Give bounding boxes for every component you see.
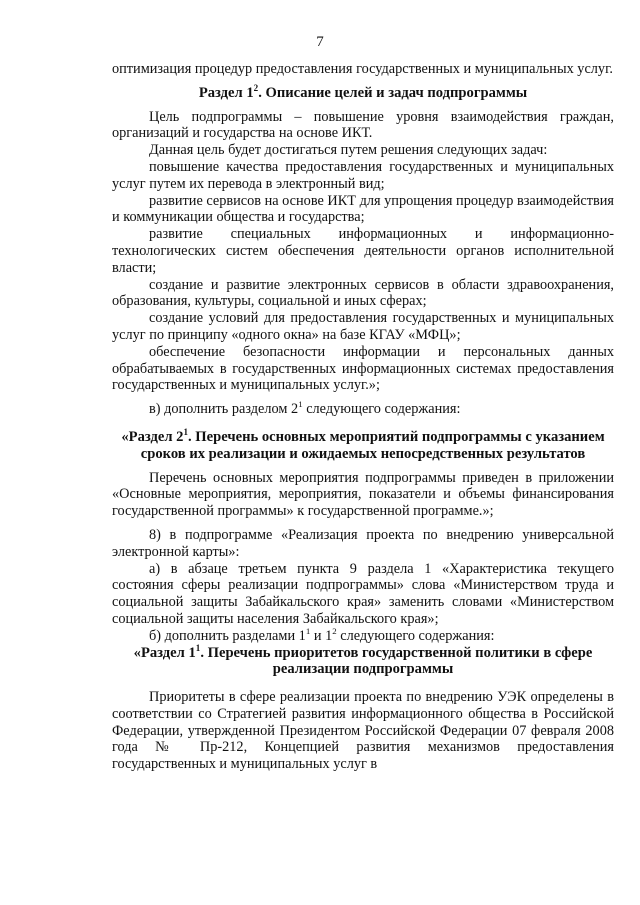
paragraph: Цель подпрограммы – повышение уровня взаимодействия граждан, организаций и государства на основе ИКТ. [112, 108, 614, 142]
paragraph: повышение качества предоставления государственных и муниципальных услуг путем их перевода в электронный вид; [112, 158, 614, 192]
section-heading: «Раздел $2^1$. Перечень основных мероприятий подпрограммы с указанием сроков их реализации и ожидаемых непосредственных результатов [121, 427, 605, 462]
paragraph: Данная цель будет достигаться путем решения следующих задач: [149, 142, 548, 159]
page-number: 7 [316, 34, 324, 50]
paragraph: а) в абзаце третьем пункта 9 раздела 1 «Характеристика текущего состояния сферы реализации подпрограммы» слова «Министерством труда и социальной защиты Забайкальского края» заменить словами «Министерством социальной защиты населения Забайкальского края»; [112, 560, 614, 627]
paragraph: оптимизация процедур предоставления государственных и муниципальных услуг. [112, 61, 613, 77]
paragraph: создание и развитие электронных сервисов в области здравоохранения, образования, культуры, социальной и иных сферах; [112, 276, 614, 310]
paragraph: развитие специальных информационных и информационно-технологических систем обеспечения деятельности органов исполнительной власти; [112, 226, 614, 276]
document-body [112, 61, 614, 773]
paragraph: Перечень основных мероприятия подпрограммы приведен в приложении «Основные мероприятия, мероприятия, показатели и объемы финансирования государственной программы» к государственной программе.»; [112, 469, 614, 520]
paragraph: развитие сервисов на основе ИКТ для упрощения процедур взаимодействия и коммуникации общества и государства; [112, 192, 614, 226]
paragraph: 8) в подпрограмме «Реализация проекта по внедрению универсальной электронной карты»: [112, 526, 614, 560]
paragraph: обеспечение безопасности информации и персональных данных обрабатываемых в государственных информационных системах предоставления государственных и муниципальных услуг.»; [112, 343, 614, 394]
section-heading: Раздел $1^2$. Описание целей и задач подпрограммы [198, 82, 528, 101]
paragraph: Приоритеты в сфере реализации проекта по внедрению УЭК определены в соответствии со Стратегией развития информационного общества в Российской Федерации, утвержденной Президентом Российской Федерации 07 февраля 2008 года № Пр-212, Концепцией развития механизмов предоставления государственных и муниципальных услуг в [112, 689, 614, 773]
paragraph: создание условий для предоставления государственных и муниципальных услуг по принципу «одного окна» на базе КГАУ «МФЦ»; [112, 310, 614, 343]
section-heading: «Раздел $1^1$. Перечень приоритетов государственной политики в сфере реализации подпрограммы [133, 642, 593, 678]
paragraph: в) дополнить разделом $2^1$ следующего содержания: [149, 399, 461, 418]
paragraph: б) дополнить разделами $1^1$ и $1^2$ следующего содержания: [149, 625, 495, 644]
